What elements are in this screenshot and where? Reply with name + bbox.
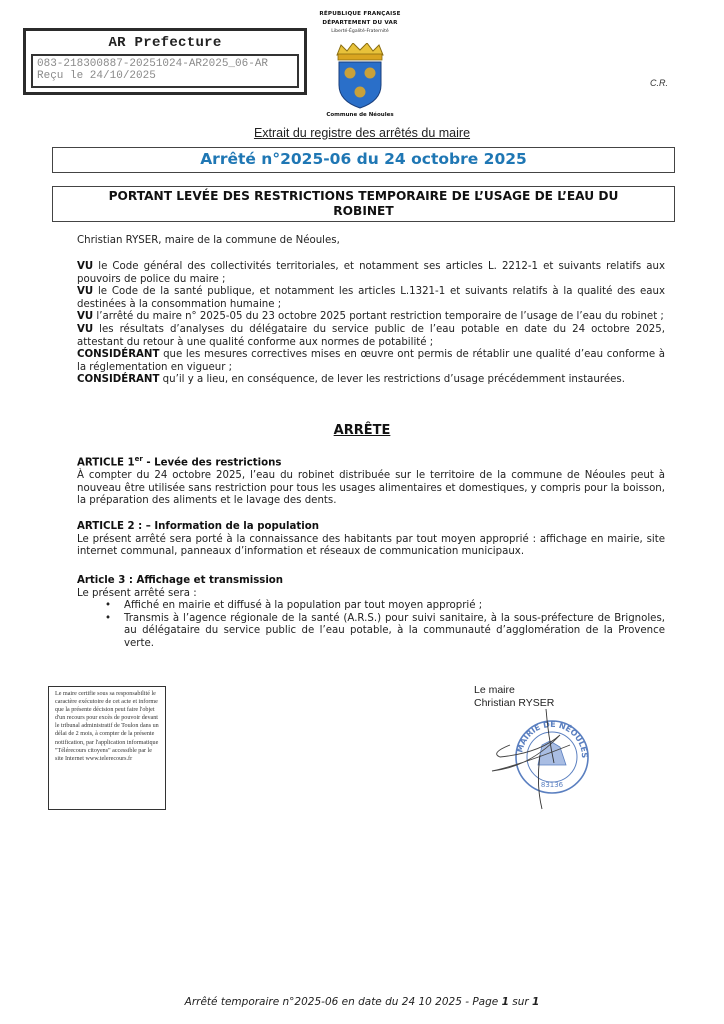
article-body: Le présent arrêté sera :: [77, 587, 197, 599]
footer-sep: sur: [508, 996, 533, 1008]
article-body: Le présent arrêté sera porté à la connaissance des habitants par tout moyen approprié : affichage en mairie, site internet communal, panneaux d’information et réseaux de communication municipaux.: [77, 533, 665, 558]
preamble-item: [77, 286, 665, 311]
list-item: • Affiché en mairie et diffusé à la population par tout moyen approprié ;: [77, 600, 665, 613]
preamble-item: [77, 349, 665, 374]
subject-line: ROBINET: [333, 204, 394, 218]
article-heading-title: - Levée des restrictions: [142, 457, 282, 469]
seal-code: 83136: [540, 781, 564, 789]
crown-band: [338, 54, 382, 60]
signatory-role: Le maire: [474, 684, 515, 696]
preamble-list: [77, 261, 665, 387]
preamble-text: que les mesures correctives mises en œuvre ont permis de rétablir une qualité d’eau conforme à la réglementation en vigueur ;: [77, 349, 665, 373]
commune-name: Commune de Néoules: [326, 112, 394, 118]
footer-page-total: 1: [532, 996, 540, 1008]
footer-page-number: 1: [501, 996, 509, 1008]
article-2: [77, 521, 665, 559]
article-1: [77, 453, 665, 508]
devise-label: Liberté-Égalité-Fraternité: [331, 29, 389, 34]
transmission-list: [77, 600, 665, 650]
departement-label: DÉPARTEMENT DU VAR: [322, 20, 398, 26]
document-title: Arrêté n°2025-06 du 24 octobre 2025: [52, 147, 675, 173]
ar-stamp-title: AR Prefecture: [108, 35, 222, 51]
ar-reference: 083-218300887-20251024-AR2025_06-AR: [37, 58, 269, 70]
list-item: • Transmis à l’agence régionale de la santé (A.R.S.) pour suivi sanitaire, à la sous-préfecture de Brignoles, au délégataire du service public de l’eau potable, à la communauté d’agglomération de la Provence verte.: [77, 613, 665, 651]
shield-shape: [339, 62, 381, 108]
ar-prefecture-stamp: [23, 28, 307, 95]
article-heading: [77, 453, 665, 470]
preamble-text: le Code de la santé publique, et notamment les articles L.1321-1 et suivants relatifs à la qualité des eaux destinées à la consommation humaine ;: [77, 286, 665, 310]
mairie-seal-icon: [480, 705, 610, 810]
subject-line: PORTANT LEVÉE DES RESTRICTIONS TEMPORAIRE DE L’USAGE DE L’EAU DU: [108, 189, 619, 203]
article-heading: ARTICLE 2 : – Information de la population: [77, 521, 320, 532]
arrete-heading: ARRÊTE: [333, 423, 391, 438]
republique-label: RÉPUBLIQUE FRANÇAISE: [319, 11, 401, 17]
crest-bezant: [355, 87, 366, 98]
article-body: À compter du 24 octobre 2025, l’eau du robinet distribuée sur le territoire de la commune de Néoules peut à nouveau être utilisée sans restriction pour tous les usages alimentaires et domestiques, y compris pour la boisson, la préparation des aliments et le lavage des dents.: [77, 469, 665, 507]
preamble-text: les résultats d’analyses du délégataire du service public de l’eau potable en date du 24 octobre 2025, attestant du retour à une qualité conforme aux normes de potabilité ;: [77, 323, 665, 348]
preamble-intro: Christian RYSER, maire de la commune de Néoules,: [77, 235, 340, 246]
document-subject: [52, 186, 675, 222]
republic-header: [300, 10, 420, 36]
preamble-keyword: VU: [77, 311, 94, 323]
preamble-text: qu’il y a lieu, en conséquence, de lever les restrictions d’usage précédemment instaurées.: [159, 374, 625, 386]
ar-stamp-details: [31, 54, 299, 88]
preamble-item: [77, 311, 665, 324]
article-3: [77, 575, 665, 651]
article-heading-number: ARTICLE 1: [77, 457, 135, 469]
ar-received-date: Reçu le 24/10/2025: [37, 70, 156, 82]
preamble-keyword: VU: [77, 323, 94, 335]
preamble-item: [77, 374, 665, 387]
registry-subtitle: Extrait du registre des arrêtés du maire: [253, 126, 471, 140]
legal-recourse-notice: Le maire certifie sous sa responsabilité le caractère exécutoire de cet acte et informe que la présente décision peut faire l'objet d'un recours pour excès de pouvoir devant le tribunal administratif de Toulon dans un délai de 2 mois, à compter de la présente notification, par l'application informatique "Télérecours citoyens" accessible par le site Internet www.telerecours.fr: [48, 686, 166, 810]
seal-text: MAIRIE DE NÉOULES: [515, 719, 590, 759]
article-heading: Article 3 : Affichage et transmission: [77, 575, 284, 586]
preamble-keyword: VU: [77, 286, 94, 298]
article-heading-sup: er: [134, 455, 143, 463]
signatory-name: Christian RYSER: [474, 696, 555, 709]
preamble-keyword: CONSIDÉRANT: [77, 374, 160, 386]
preamble-text: le Code général des collectivités territoriales, et notamment ses articles L. 2212-1 et suivants relatifs aux pouvoirs de police du maire ;: [77, 261, 665, 285]
commune-crest-icon: [333, 43, 387, 109]
crest-bezant: [345, 68, 356, 79]
footer-text: Arrêté temporaire n°2025-06 en date du 24 10 2025 - Page: [184, 996, 502, 1008]
crown-shape: [337, 43, 383, 55]
preamble-text: l’arrêté du maire n° 2025-05 du 23 octobre 2025 portant restriction temporaire de l’usage de l’eau du robinet ;: [93, 311, 664, 323]
preamble-keyword: VU: [77, 261, 94, 272]
preamble-keyword: CONSIDÉRANT: [77, 349, 160, 361]
page-footer: [0, 996, 724, 1008]
crest-bezant: [365, 68, 376, 79]
preamble-item: [77, 324, 665, 349]
preamble-item: [77, 261, 665, 286]
initials: C.R.: [650, 78, 668, 88]
